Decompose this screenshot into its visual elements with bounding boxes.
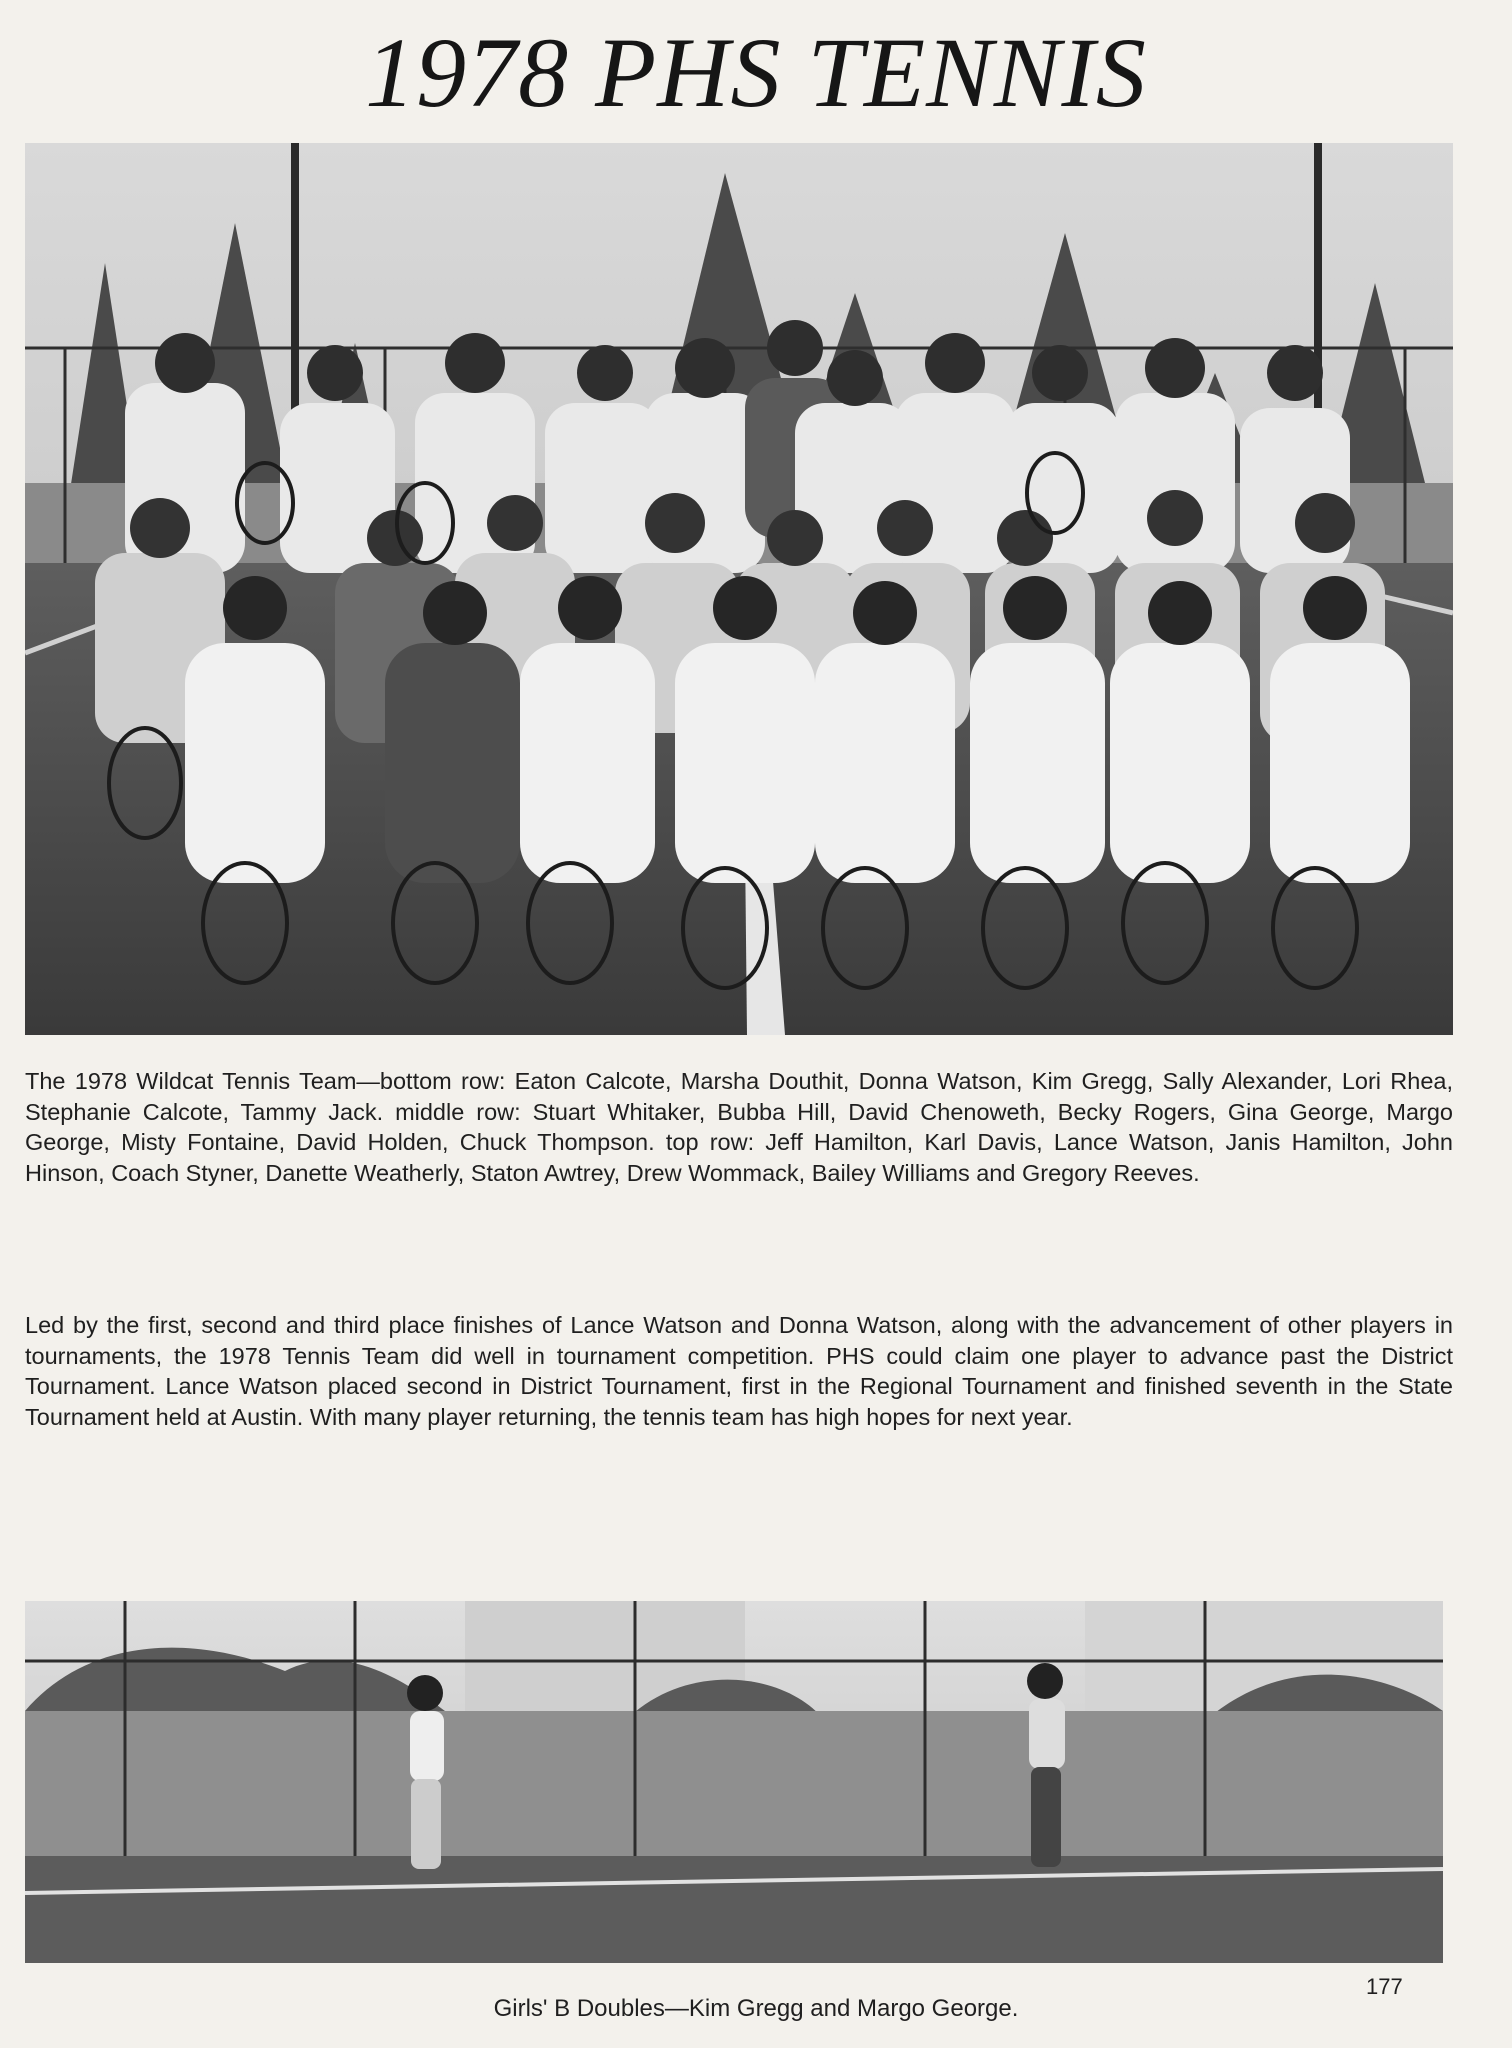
doubles-photo-image — [25, 1601, 1443, 1963]
team-photo-caption: The 1978 Wildcat Tennis Team—bottom row: Eaton Calcote, Marsha Douthit, Donna Watson, Kim Gregg, Sally Alexander, Lori Rhea, Stephanie Calcote, Tammy Jack. middle row: Stuart Whitaker, Bubba Hill, David Chenoweth, Becky Rogers, Gina George, Margo George, Misty Fontaine, David Holden, Chuck Thompson. top row: Jeff Hamilton, Karl Davis, Lance Watson, Janis Hamilton, John Hinson, Coach Styner, Danette Weatherly, Staton Awtrey, Drew Wommack, Bailey Williams and Gregory Reeves. — [25, 1068, 1453, 1186]
doubles-photo — [25, 1601, 1443, 1963]
team-photo-image — [25, 143, 1453, 1035]
doubles-photo-caption: Girls' B Doubles—Kim Gregg and Margo George. — [493, 1995, 1019, 2022]
article-body: Led by the first, second and third place finishes of Lance Watson and Donna Watson, along with the advancement of other players in tournaments, the 1978 Tennis Team did well in tournament competition. PHS could claim one player to advance past the District Tournament. Lance Watson placed second in District Tournament, first in the Regional Tournament and finished seventh in the State Tournament held at Austin. With many player returning, the tennis team has high hopes for next year. — [25, 1312, 1453, 1430]
page-number: 177 — [1366, 1974, 1403, 1999]
team-photo — [25, 143, 1453, 1035]
page-title: 1978 PHS TENNIS — [365, 17, 1147, 128]
